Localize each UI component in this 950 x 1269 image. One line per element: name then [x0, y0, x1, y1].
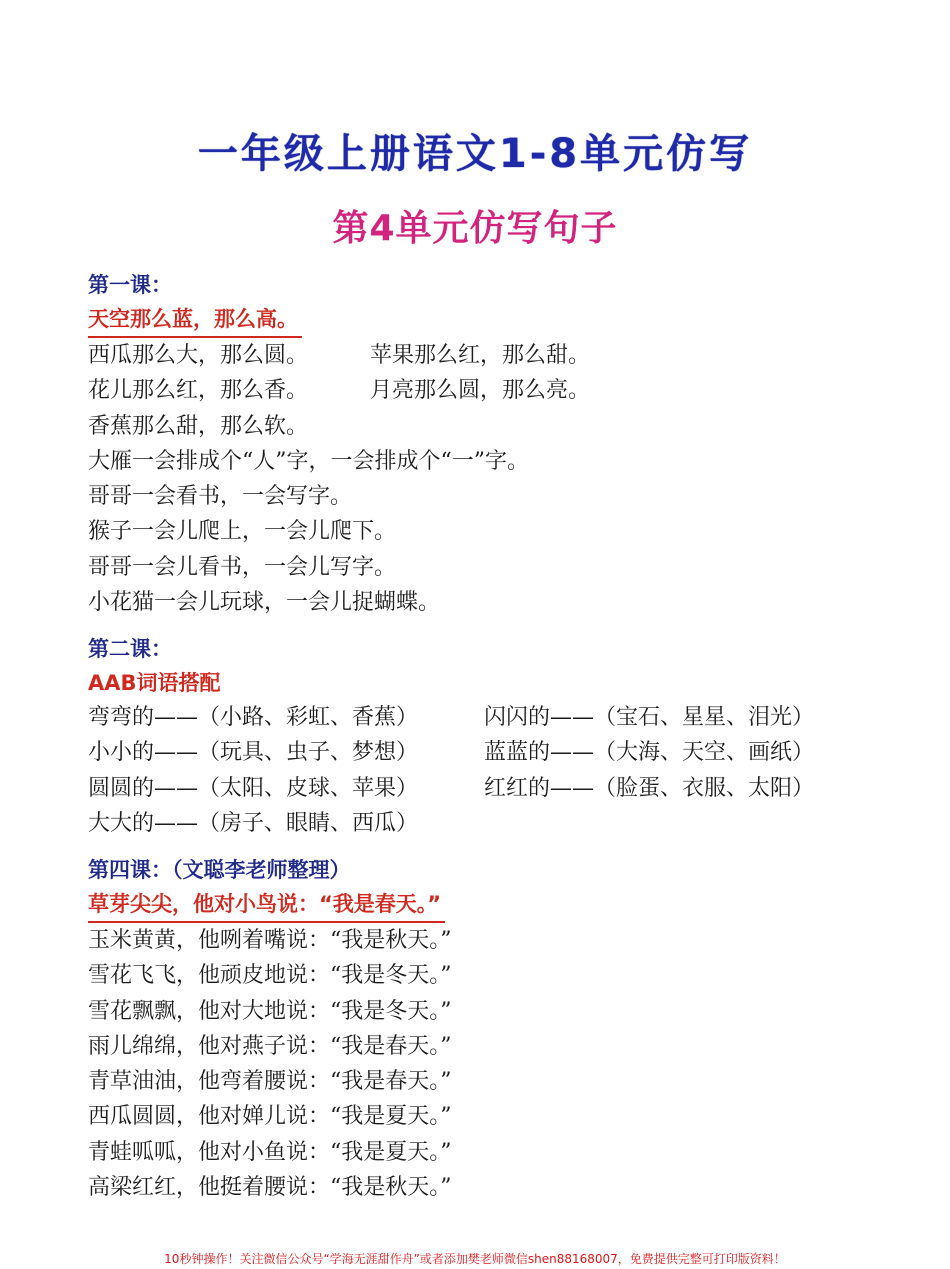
- sentence-row: [88, 338, 908, 373]
- sentence-item: 雨儿绵绵，他对燕子说：“我是春天。”: [88, 1033, 452, 1059]
- sentence-item: 猴子一会儿爬上，一会儿爬下。: [88, 519, 397, 545]
- sentence-item: 西瓜那么大，那么圆。: [88, 343, 309, 368]
- lesson-2-section: [88, 632, 908, 841]
- sentence-item: 香蕉那么甜，那么软。: [88, 413, 309, 439]
- sentence-item: 雪花飞飞，他顽皮地说：“我是冬天。”: [88, 963, 452, 989]
- footer-notice: 10秒钟操作！关注微信公众号“学海无涯甜作舟”或者添加樊老师微信shen88168007，免费提供完整可打印版资料！: [164, 1252, 786, 1266]
- document-subtitle: 第4单元仿写句子: [332, 208, 618, 249]
- lesson-4-heading: 第四课：（文聪李老师整理）: [88, 858, 351, 882]
- sentence-item: 哥哥一会儿看书，一会儿写字。: [88, 554, 397, 580]
- sentence-item: 青草油油，他弯着腰说：“我是春天。”: [88, 1069, 452, 1095]
- phrase-item: 小小的——（玩具、虫子、梦想）: [88, 740, 419, 766]
- phrase-item: 弯弯的——（小路、彩虹、香蕉）: [88, 705, 419, 730]
- phrase-row: [88, 735, 908, 770]
- phrase-item: 圆圆的——（太阳、皮球、苹果）: [88, 775, 419, 801]
- phrase-item: 大大的——（房子、眼睛、西瓜）: [88, 810, 419, 836]
- document-title: 一年级上册语文1-8单元仿写: [197, 131, 753, 177]
- lesson-1-section: [88, 268, 908, 620]
- lesson-1-model-sentence: 天空那么蓝，那么高。: [88, 302, 302, 338]
- phrase-row: [88, 771, 908, 806]
- sentence-item: 雪花飘飘，他对大地说：“我是冬天。”: [88, 998, 452, 1024]
- lesson-1-heading: 第一课：: [88, 273, 172, 297]
- sentence-item: 玉米黄黄，他咧着嘴说：“我是秋天。”: [88, 928, 452, 953]
- phrase-item: 红红的——（脸蛋、衣服、太阳）: [484, 775, 815, 801]
- lesson-4-section: [88, 853, 908, 1205]
- phrase-item: 闪闪的——（宝石、星星、泪光）: [484, 705, 815, 730]
- lesson-2-model-title: AAB词语搭配: [88, 671, 221, 695]
- sentence-item: 青蛙呱呱，他对小鱼说：“我是夏天。”: [88, 1139, 452, 1165]
- lesson-4-model-sentence: 草芽尖尖，他对小鸟说：“我是春天。”: [88, 887, 445, 923]
- phrase-row: [88, 700, 908, 735]
- sentence-item: 花儿那么红，那么香。: [88, 378, 309, 404]
- sentence-item: 大雁一会排成个“人”字，一会排成个“一”字。: [88, 448, 529, 474]
- sentence-item: 西瓜圆圆，他对婵儿说：“我是夏天。”: [88, 1104, 452, 1130]
- lesson-2-heading: 第二课：: [88, 637, 172, 661]
- sentence-row: [88, 373, 908, 408]
- sentence-item: 小花猫一会儿玩球，一会儿捉蝴蝶。: [88, 590, 441, 616]
- sentence-item: 哥哥一会看书，一会写字。: [88, 484, 353, 510]
- sentence-item: 高梁红红，他挺着腰说：“我是秋天。”: [88, 1175, 452, 1201]
- sentence-item: 月亮那么圆，那么亮。: [370, 378, 591, 404]
- phrase-item: 蓝蓝的——（大海、天空、画纸）: [484, 740, 815, 766]
- sentence-item: 苹果那么红，那么甜。: [370, 343, 591, 368]
